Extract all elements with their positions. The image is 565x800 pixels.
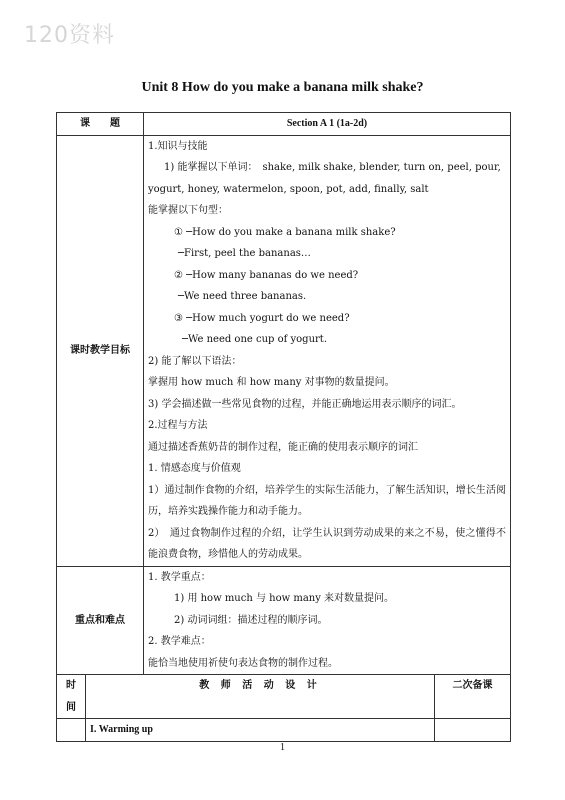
objective-line: 能掌握以下句型：: [148, 205, 228, 216]
keypoints-label: 重点和难点: [57, 566, 144, 675]
activity-column-header: 教 师 活 动 设 计: [86, 675, 435, 719]
objectives-content: [144, 135, 511, 566]
keypoints-row: [57, 566, 511, 675]
objective-line: 通过描述香蕉奶昔的制作过程，能正确的使用表示顺序的词汇: [148, 441, 418, 453]
topic-value: Section A 1 (1a-2d): [144, 113, 511, 136]
keypoint-line: 2) 动词词组：描述过程的顺序词。: [174, 614, 328, 626]
keypoint-line: 2. 教学难点：: [148, 636, 211, 647]
keypoint-line: 能恰当地使用祈使句表达食物的制作过程。: [148, 657, 338, 669]
objective-line: ③ ─How much yogurt do we need?: [174, 312, 350, 324]
objectives-label: 课时教学目标: [57, 135, 144, 566]
objective-line: 3) 学会描述做一些常见食物的过程，并能正确地运用表示顺序的词汇。: [148, 398, 462, 410]
objective-line: ─First, peel the bananas…: [178, 248, 311, 259]
objective-line: 2) 能了解以下语法：: [148, 355, 242, 367]
objective-line: 1. 情感态度与价值观: [148, 463, 241, 474]
page-number: 1: [280, 742, 285, 753]
objective-line: 1.知识与技能: [148, 140, 208, 152]
activity-row: [57, 719, 511, 742]
notes-column-header: 二次备课: [435, 675, 511, 719]
objective-line: 2.过程与方法: [148, 420, 208, 431]
objective-line: ② ─How many bananas do we need?: [174, 269, 359, 281]
document-title: Unit 8 How do you make a banana milk shake?: [141, 80, 424, 95]
objective-line: 2） 通过食物制作过程的介绍，让学生认识到劳动成果的来之不易，使之懂得不能浪费食物，珍惜他人的劳动成果。: [148, 527, 506, 560]
watermark: 120资料: [24, 23, 115, 48]
objective-line: yogurt, honey, watermelon, spoon, pot, add, finally, salt: [148, 183, 429, 195]
objective-line: 1) 能掌握以下单词： shake, milk shake, blender, turn on, peel, pour,: [164, 162, 501, 173]
lesson-plan-table: [56, 112, 511, 742]
keypoint-line: 1) 用 how much 与 how many 来对数量提问。: [174, 593, 395, 604]
objective-line: ─We need one cup of yogurt.: [182, 334, 328, 345]
warming-up-heading: I. Warming up: [86, 719, 435, 742]
topic-label: 课 题: [57, 113, 144, 136]
objective-line: 1）通过制作食物的介绍，培养学生的实际生活能力，了解生活知识，增长生活阅历，培养实践操作能力和动手能力。: [148, 484, 506, 517]
topic-row: [57, 113, 511, 136]
time-cell: [57, 719, 86, 742]
objective-line: ─We need three bananas.: [178, 291, 307, 302]
keypoints-content: [144, 566, 511, 675]
objectives-row: [57, 135, 511, 566]
time-column-header: 时 间: [57, 675, 86, 719]
keypoint-line: 1. 教学重点：: [148, 571, 211, 583]
objective-line: 掌握用 how much 和 how many 对事物的数量提问。: [148, 377, 395, 388]
notes-cell: [435, 719, 511, 742]
objective-line: ① ─How do you make a banana milk shake?: [174, 226, 396, 238]
activity-header-row: [57, 675, 511, 719]
